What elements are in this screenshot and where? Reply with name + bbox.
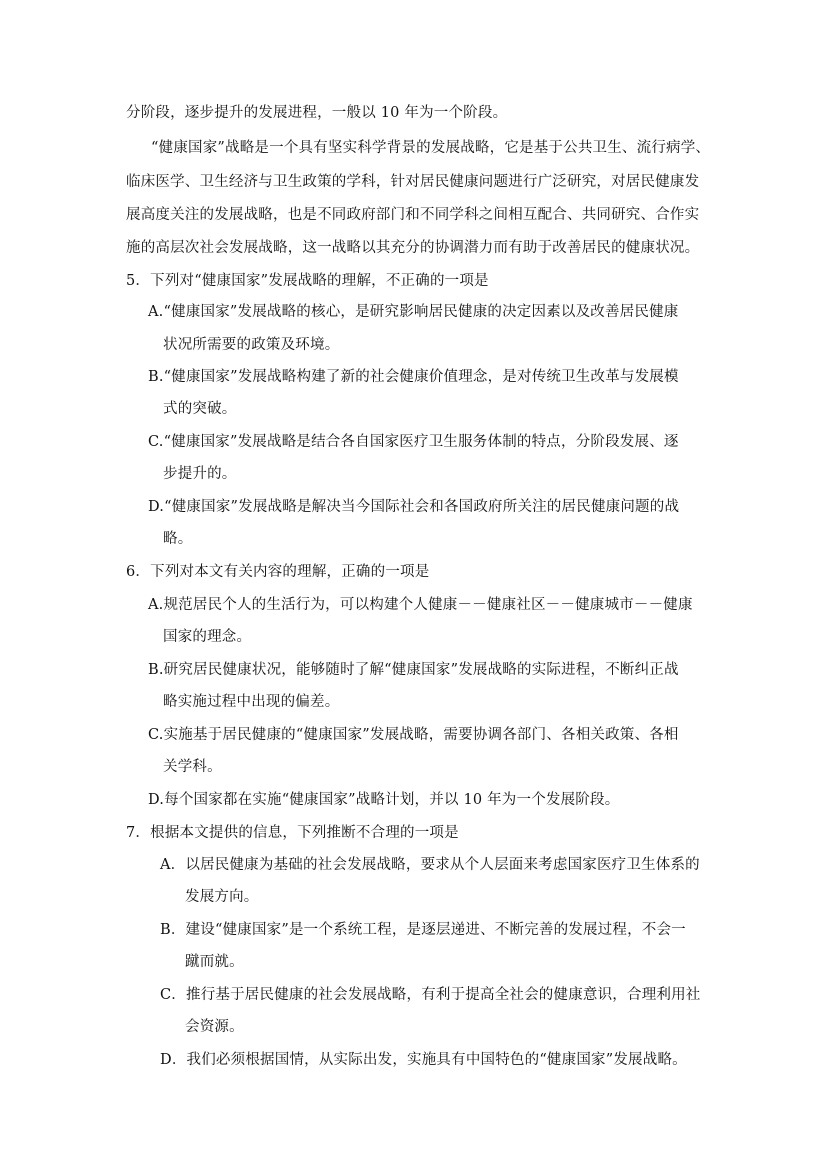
- question-6-option-b-cont: 略实施过程中出现的偏差。: [163, 694, 340, 710]
- question-7-option-c-cont: 会资源。: [185, 1019, 244, 1035]
- question-6-stem: 6．下列对本文有关内容的理解，正确的一项是: [126, 564, 430, 580]
- question-5-option-d-cont: 略。: [163, 531, 193, 547]
- question-6-option-c: C.实施基于居民健康的“健康国家”发展战略，需要协调各部门、各相关政策、各相: [148, 727, 679, 743]
- question-5-option-b-cont: 式的突破。: [163, 401, 237, 417]
- passage-line-5: 施的高层次社会发展战略，这一战略以其充分的协调潜力而有助于改善居民的健康状况。: [126, 240, 700, 256]
- question-6-option-d: D.每个国家都在实施“健康国家”战略计划，并以 10 年为一个发展阶段。: [148, 792, 620, 808]
- question-7-stem: 7．根据本文提供的信息，下列推断不合理的一项是: [126, 825, 459, 841]
- question-7-option-d: D．我们必须根据国情，从实际出发，实施具有中国特色的“健康国家”发展战略。: [160, 1052, 687, 1068]
- question-5-option-c-cont: 步提升的。: [163, 466, 237, 482]
- question-7-option-b-cont: 蹴而就。: [185, 954, 244, 970]
- question-6-option-c-cont: 关学科。: [163, 759, 222, 775]
- question-5-stem: 5．下列对“健康国家”发展战略的理解，不正确的一项是: [126, 273, 489, 289]
- question-5-option-d: D.“健康国家”发展战略是解决当今国际社会和各国政府所关注的居民健康问题的战: [148, 499, 680, 515]
- question-6-option-a-cont: 国家的理念。: [163, 629, 252, 645]
- passage-line-2: “健康国家”战略是一个具有坚实科学背景的发展战略，它是基于公共卫生、流行病学、: [151, 140, 711, 156]
- passage-line-3: 临床医学、卫生经济与卫生政策的学科，针对居民健康问题进行广泛研究，对居民健康发: [126, 174, 700, 190]
- question-6-option-a: A.规范居民个人的生活行为，可以构建个人健康－－健康社区－－健康城市－－健康: [148, 597, 693, 613]
- question-5-option-a: A.“健康国家”发展战略的核心，是研究影响居民健康的决定因素以及改善居民健康: [148, 304, 679, 320]
- question-6-option-b: B.研究居民健康状况，能够随时了解“健康国家”发展战略的实际进程，不断纠正战: [148, 662, 679, 678]
- passage-line-1: 分阶段，逐步提升的发展进程，一般以 10 年为一个阶段。: [126, 105, 508, 121]
- question-7-option-b: B．建设“健康国家”是一个系统工程，是逐层递进、不断完善的发展过程，不会一: [160, 922, 686, 938]
- question-7-option-a-cont: 发展方向。: [185, 889, 259, 905]
- question-7-option-c: C．推行基于居民健康的社会发展战略，有利于提高全社会的健康意识，合理利用社: [160, 987, 701, 1003]
- passage-line-4: 展高度关注的发展战略，也是不同政府部门和不同学科之间相互配合、共同研究、合作实: [126, 207, 700, 223]
- question-7-option-a: A．以居民健康为基础的社会发展战略，要求从个人层面来考虑国家医疗卫生体系的: [160, 857, 700, 873]
- question-5-option-b: B.“健康国家”发展战略构建了新的社会健康价值理念，是对传统卫生改革与发展模: [148, 369, 679, 385]
- question-5-option-a-cont: 状况所需要的政策及环境。: [163, 337, 340, 353]
- question-5-option-c: C.“健康国家”发展战略是结合各自国家医疗卫生服务体制的特点，分阶段发展、逐: [148, 434, 679, 450]
